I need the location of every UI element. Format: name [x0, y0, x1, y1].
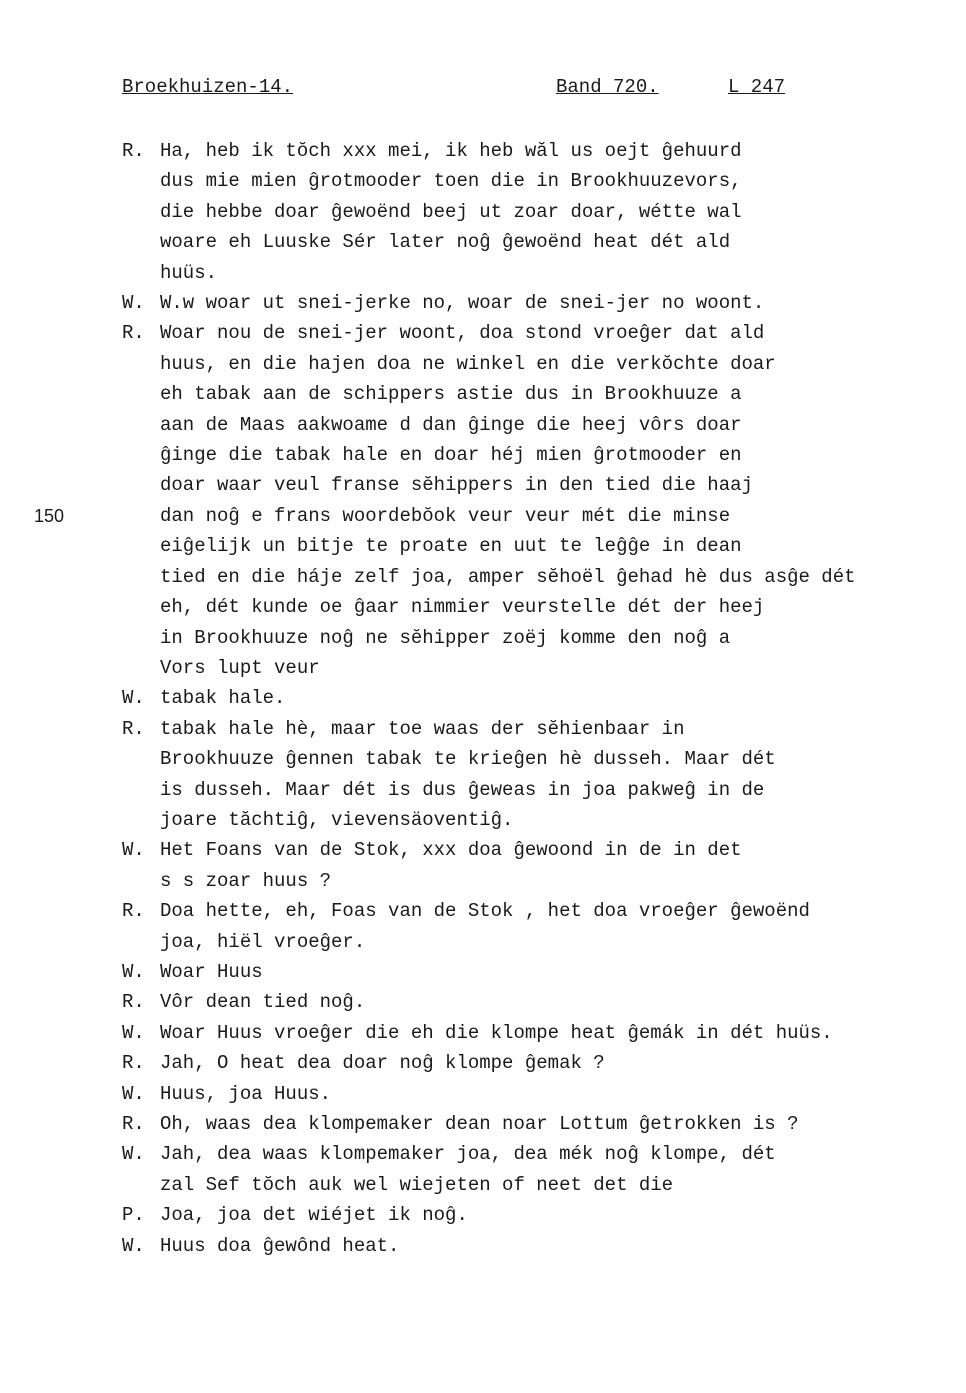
utterance-text: Huus, joa Huus. — [160, 1082, 332, 1105]
dialogue-turn — [122, 957, 962, 987]
dialogue-turn — [122, 1048, 962, 1078]
speaker-label: W. — [122, 1143, 145, 1166]
speaker-label: R. — [122, 717, 145, 740]
speaker-label: P. — [122, 1204, 145, 1227]
speaker-label: R. — [122, 991, 145, 1014]
utterance-text: Jah, dea waas klompemaker joa, dea mék noĝ klompe, dét zal Sef tŏch auk wel wiejeten of neet det die — [160, 1143, 776, 1196]
header-reference: L 247 — [728, 76, 786, 98]
dialogue-turn — [122, 714, 962, 836]
speaker-label: W. — [122, 1234, 145, 1257]
dialogue-turn — [122, 1079, 962, 1109]
utterance-text: Woar nou de snei-jer woont, doa stond vroeĝer dat ald huus, en die hajen doa ne winkel en die verkŏchte doar eh tabak aan de schippers astie dus in Brookhuuze a aan de Maas aakwoame d dan ĝinge die heej vôrs doar ĝinge die tabak hale en doar héj mien ĝrotmooder en doar waar veul franse sĕhippers in den tied die haaj dan noĝ e frans woordebŏok veur veur mét die minse eiĝelijk un bitje te proate en uut te leĝĝe in dean tied en die háje zelf joa, amper sĕhoël ĝehad hè dus asĝe dét eh, dét kunde oe ĝaar nimmier veurstelle dét der heej in Brookhuuze noĝ ne sĕhipper zoëj komme den noĝ a Vors lupt veur — [160, 322, 856, 679]
dialogue-turn — [122, 1018, 962, 1048]
speaker-label: R. — [122, 140, 145, 162]
speaker-label: W. — [122, 1082, 145, 1105]
dialogue-turn — [122, 288, 962, 318]
dialogue-turn — [122, 987, 962, 1017]
speaker-label: W. — [122, 292, 145, 315]
dialogue-turn — [122, 318, 962, 683]
dialogue-turn — [122, 896, 962, 957]
speaker-label: W. — [122, 687, 145, 710]
speaker-label: W. — [122, 960, 145, 983]
speaker-label: W. — [122, 1021, 145, 1044]
utterance-text: Jah, O heat dea doar noĝ klompe ĝemak ? — [160, 1052, 605, 1075]
utterance-text: Woar Huus — [160, 960, 263, 983]
header-place: Broekhuizen-14. — [122, 76, 294, 98]
dialogue-turn — [122, 835, 962, 896]
dialogue-turn — [122, 1231, 962, 1261]
utterance-text: Het Foans van de Stok, xxx doa ĝewoond in de in det s s zoar huus ? — [160, 839, 742, 892]
margin-line-number: 150 — [34, 506, 65, 526]
header-band: Band 720. — [556, 76, 659, 98]
utterance-text: Woar Huus vroeĝer die eh die klompe heat ĝemák in dét huüs. — [160, 1021, 833, 1044]
speaker-label: R. — [122, 322, 145, 345]
utterance-text: Ha, heb ik tŏch xxx mei, ik heb wăl us oejt ĝehuurd dus mie mien ĝrotmooder toen die in Brookhuuzevors, die hebbe doar ĝewoënd beej ut zoar doar, wétte wal woare eh Luuske Sér later noĝ ĝewoënd heat dét ald huüs. — [160, 140, 742, 284]
transcript-body — [122, 136, 962, 1261]
utterance-text: Joa, joa det wiéjet ik noĝ. — [160, 1204, 468, 1227]
utterance-text: tabak hale. — [160, 687, 286, 710]
speaker-label: W. — [122, 839, 145, 862]
dialogue-turn — [122, 1139, 962, 1200]
speaker-label: R. — [122, 1052, 145, 1075]
utterance-text: Doa hette, eh, Foas van de Stok , het doa vroeĝer ĝewoënd joa, hiël vroeĝer. — [160, 900, 810, 953]
utterance-text: Huus doa ĝewônd heat. — [160, 1234, 400, 1257]
utterance-text: Oh, waas dea klompemaker dean noar Lottum ĝetrokken is ? — [160, 1113, 799, 1135]
utterance-text: tabak hale hè, maar toe waas der sĕhienbaar in Brookhuuze ĝennen tabak te krieĝen hè dusseh. Maar dét is dusseh. Maar dét is dus ĝeweas in joa pakweĝ in de joare tăchtiĝ, vievensäoventiĝ. — [160, 717, 776, 831]
dialogue-turn — [122, 683, 962, 713]
utterance-text: Vôr dean tied noĝ. — [160, 991, 366, 1014]
dialogue-turn — [122, 136, 962, 288]
dialogue-turn — [122, 1200, 962, 1230]
dialogue-turn — [122, 1109, 962, 1139]
utterance-text: W.w woar ut snei-jerke no, woar de snei-jer no woont. — [160, 292, 765, 315]
speaker-label: R. — [122, 1113, 145, 1135]
speaker-label: R. — [122, 900, 145, 923]
